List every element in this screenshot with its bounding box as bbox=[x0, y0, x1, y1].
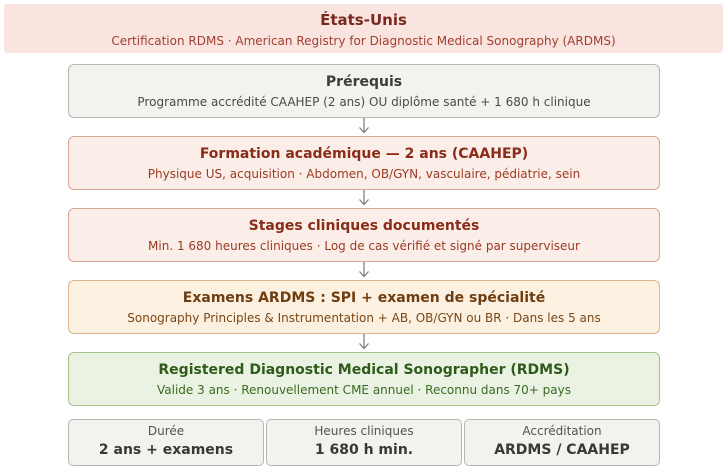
step-title: Examens ARDMS : SPI + examen de spécialité bbox=[182, 290, 546, 306]
header-subtitle: Certification RDMS · American Registry for Diagnostic Medical Sonography (ARDMS) bbox=[111, 34, 616, 48]
step-prerequisites bbox=[68, 64, 660, 118]
step-description: Physique US, acquisition · Abdomen, OB/GYN, vasculaire, pédiatrie, sein bbox=[147, 167, 581, 181]
arrow-down-icon bbox=[358, 190, 370, 206]
step-clinical-internships bbox=[68, 208, 660, 262]
step-description: Sonography Principles & Instrumentation + AB, OB/GYN ou BR · Dans les 5 ans bbox=[127, 311, 601, 325]
stat-label: Durée bbox=[147, 424, 185, 438]
step-description: Min. 1 680 heures cliniques · Log de cas vérifié et signé par superviseur bbox=[148, 239, 580, 253]
stat-duration bbox=[68, 419, 264, 466]
stat-value: ARDMS / CAAHEP bbox=[494, 442, 630, 458]
stat-value: 1 680 h min. bbox=[314, 442, 414, 458]
step-ardms-exams bbox=[68, 280, 660, 334]
step-rdms-credential bbox=[68, 352, 660, 406]
stat-accreditation bbox=[464, 419, 660, 466]
step-title: Stages cliniques documentés bbox=[248, 218, 480, 234]
step-title: Registered Diagnostic Medical Sonographer (RDMS) bbox=[158, 362, 570, 378]
arrow-down-icon bbox=[358, 334, 370, 350]
header-title: États-Unis bbox=[320, 11, 407, 29]
step-description: Programme accrédité CAAHEP (2 ans) OU diplôme santé + 1 680 h clinique bbox=[137, 95, 591, 109]
stat-label: Accréditation bbox=[522, 424, 602, 438]
step-title: Formation académique — 2 ans (CAAHEP) bbox=[199, 146, 529, 162]
stat-label: Heures cliniques bbox=[314, 424, 414, 438]
arrow-down-icon bbox=[358, 118, 370, 134]
stat-clinical-hours bbox=[266, 419, 462, 466]
step-title: Prérequis bbox=[325, 74, 403, 90]
stat-value: 2 ans + examens bbox=[98, 442, 234, 458]
step-academic-training bbox=[68, 136, 660, 190]
arrow-down-icon bbox=[358, 262, 370, 278]
country-header bbox=[4, 4, 723, 53]
step-description: Valide 3 ans · Renouvellement CME annuel · Reconnu dans 70+ pays bbox=[157, 383, 571, 397]
